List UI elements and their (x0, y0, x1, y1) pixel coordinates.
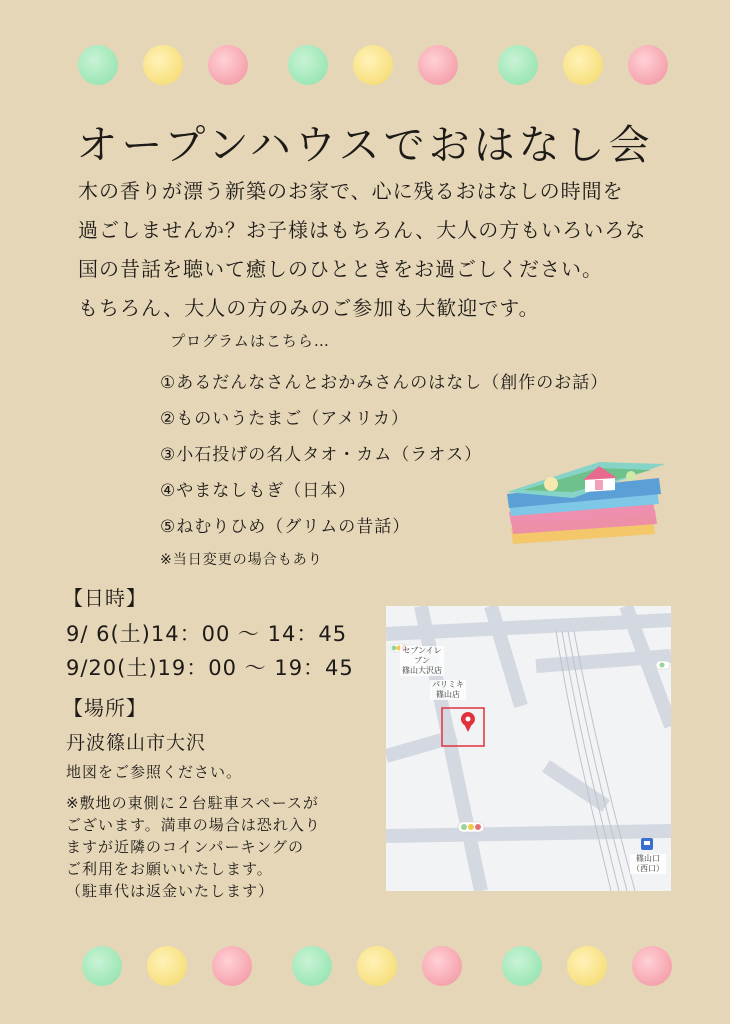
top-dot-row (0, 45, 730, 95)
yellow-dot (143, 45, 183, 85)
location-subtext: 地図をご参照ください。 (66, 763, 243, 781)
intro-line: 過ごしませんか？お子様はもちろん、大人の方もいろいろな (78, 218, 647, 242)
bottom-dot-row (0, 946, 730, 996)
datetime-line: 9/20(土)19：00 〜 19：45 (66, 656, 354, 680)
location-map (386, 606, 671, 891)
green-dot (288, 45, 328, 85)
yellow-dot (563, 45, 603, 85)
intro-line: 国の昔話を聴いて癒しのひとときをお過ごしください。 (78, 257, 603, 281)
pink-dot (208, 45, 248, 85)
green-dot (82, 946, 122, 986)
map-label-parimiki: パリミキ 篠山店 (432, 680, 464, 699)
program-item: ⑤ねむりひめ（グリムの昔話） (160, 517, 411, 537)
green-dot (498, 45, 538, 85)
yellow-dot (357, 946, 397, 986)
yellow-dot (567, 946, 607, 986)
program-item: ②ものいうたまご（アメリカ） (160, 409, 410, 429)
parking-note (66, 792, 321, 902)
yellow-dot (147, 946, 187, 986)
program-item: ④やまなしもぎ（日本） (160, 481, 357, 501)
parking-line: ご利用をお願いいたします。 (66, 860, 273, 878)
intro-line: 木の香りが漂う新築のお家で、心に残るおはなしの時間を (78, 179, 624, 203)
pink-dot (418, 45, 458, 85)
event-title: オープンハウスでおはなし会 (76, 121, 654, 169)
program-item: ③小石投げの名人タオ・カム（ラオス） (160, 445, 483, 465)
intro-text (78, 175, 718, 331)
map-label-station: 篠山口 （西口） (632, 854, 664, 873)
program-heading: プログラムはこちら… (170, 332, 330, 350)
parking-line: ますが近隣のコインパーキングの (66, 838, 305, 856)
map-label-seven-eleven: セブンイレブン 篠山大沢店 (402, 646, 442, 675)
green-dot (78, 45, 118, 85)
pink-dot (628, 45, 668, 85)
datetime-heading: 【日時】 (63, 586, 147, 610)
yellow-dot (353, 45, 393, 85)
parking-line: ございます。満車の場合は恐れ入り (66, 816, 321, 834)
location-name: 丹波篠山市大沢 (66, 732, 207, 754)
program-note: ※当日変更の場合もあり (160, 552, 323, 568)
parking-line: （駐車代は返金いたします） (66, 882, 275, 900)
program-item: ①あるだんなさんとおかみさんのはなし（創作のお話） (160, 373, 609, 393)
pink-dot (212, 946, 252, 986)
location-heading: 【場所】 (63, 696, 147, 720)
intro-line: もちろん、大人の方のみのご参加も大歓迎です。 (78, 296, 540, 320)
datetime-line: 9/ 6(土)14：00 〜 14：45 (66, 622, 348, 646)
pink-dot (632, 946, 672, 986)
green-dot (502, 946, 542, 986)
pink-dot (422, 946, 462, 986)
parking-line: ※敷地の東側に２台駐車スペースが (66, 794, 319, 812)
picture-books-icon (503, 458, 668, 550)
green-dot (292, 946, 332, 986)
